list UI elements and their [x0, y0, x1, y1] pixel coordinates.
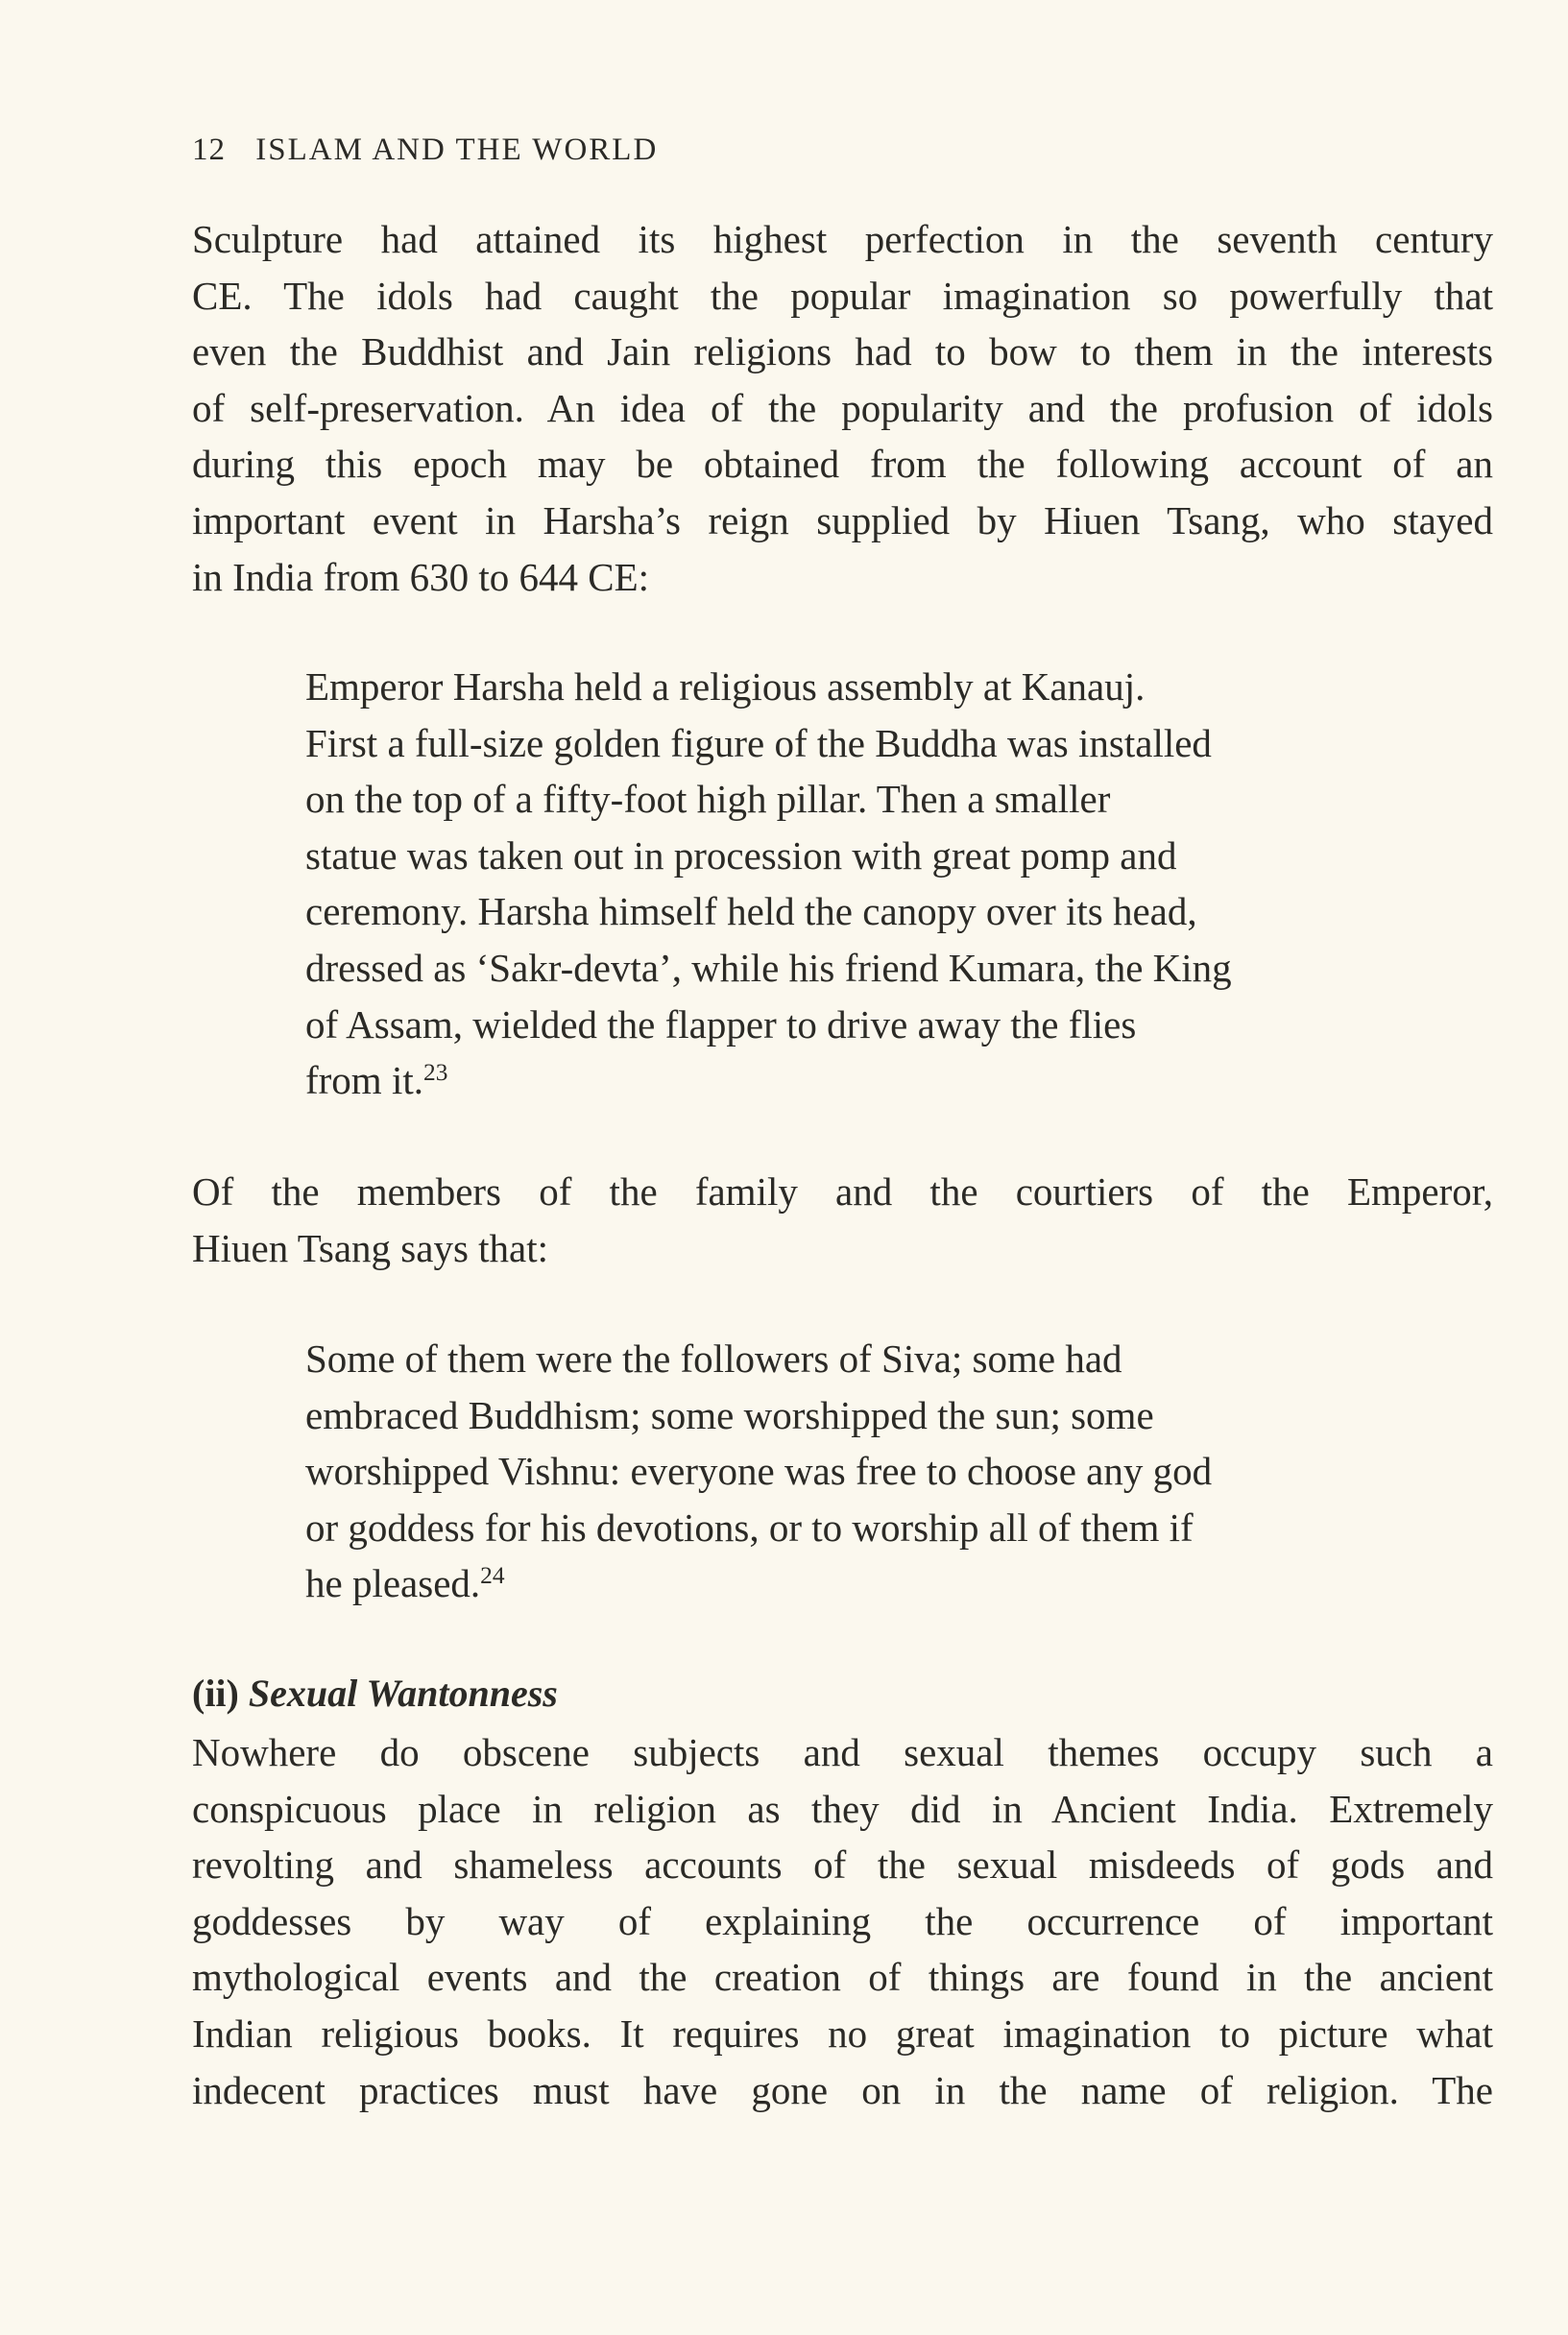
- quote-line-text: from it.: [305, 1058, 423, 1103]
- text-line: conspicuous place in religion as they did in Ancient India. Extremely: [192, 1786, 1493, 1831]
- quote-line-text: he pleased.: [305, 1561, 481, 1606]
- section-title: Sexual Wantonness: [248, 1672, 558, 1715]
- text-line: Sculpture had attained its highest perfection in the seventh century: [192, 217, 1493, 261]
- quote-line: on the top of a fifty-foot high pillar. Then a smaller: [305, 777, 1111, 822]
- text-line: Nowhere do obscene subjects and sexual themes occupy such a: [192, 1730, 1493, 1774]
- quote-line: or goddess for his devotions, or to worship all of them if: [305, 1505, 1194, 1550]
- text-line: Hiuen Tsang says that:: [192, 1225, 549, 1270]
- running-header: [192, 132, 658, 168]
- page-number: 12: [192, 132, 226, 167]
- text-line: even the Buddhist and Jain religions had to bow to them in the interests: [192, 329, 1493, 374]
- footnote-ref: 23: [422, 1059, 448, 1087]
- quote-line: of Assam, wielded the flapper to drive away the flies: [305, 1001, 1137, 1047]
- quote-line: [305, 1052, 1429, 1109]
- block-quote-harsha: [305, 659, 1429, 1109]
- paragraph-sexual-themes: [192, 1724, 1493, 2118]
- text-line: Of the members of the family and the courtiers of the Emperor,: [192, 1169, 1493, 1214]
- footnote-ref: 24: [480, 1562, 505, 1590]
- text-line: Indian religious books. It requires no great imagination to picture what: [192, 2010, 1493, 2056]
- section-number: (ii): [192, 1672, 239, 1715]
- text-line: important event in Harsha’s reign supplied by Hiuen Tsang, who stayed: [192, 497, 1493, 542]
- running-title: ISLAM AND THE WORLD: [255, 132, 659, 167]
- quote-line: worshipped Vishnu: everyone was free to choose any god: [305, 1449, 1213, 1494]
- section-heading: [192, 1671, 558, 1716]
- text-line: of self-preservation. An idea of the popularity and the profusion of idols: [192, 385, 1493, 430]
- text-line: indecent practices must have gone on in the name of religion. The: [192, 2067, 1493, 2112]
- quote-line: statue was taken out in procession with great pomp and: [305, 832, 1177, 878]
- quote-line: First a full-size golden figure of the Buddha was installed: [305, 720, 1212, 765]
- text-line: during this epoch may be obtained from the following account of an: [192, 442, 1493, 487]
- text-line: mythological events and the creation of things are found in the ancient: [192, 1955, 1493, 2000]
- block-quote-religions: [305, 1331, 1429, 1612]
- quote-line: embraced Buddhism; some worshipped the sun; some: [305, 1392, 1154, 1437]
- quote-line: [305, 1555, 1429, 1612]
- quote-line: ceremony. Harsha himself held the canopy over its head,: [305, 889, 1197, 934]
- text-line: CE. The idols had caught the popular imagination so powerfully that: [192, 273, 1493, 318]
- paragraph-courtiers: [192, 1164, 1493, 1276]
- text-line: in India from 630 to 644 CE:: [192, 554, 650, 599]
- quote-line: dressed as ‘Sakr-devta’, while his friend Kumara, the King: [305, 945, 1232, 990]
- paragraph-sculpture: [192, 211, 1493, 605]
- quote-line: Emperor Harsha held a religious assembly at Kanauj.: [305, 664, 1146, 709]
- quote-line: Some of them were the followers of Siva; some had: [305, 1336, 1122, 1381]
- text-line: revolting and shameless accounts of the sexual misdeeds of gods and: [192, 1842, 1493, 1888]
- text-line: goddesses by way of explaining the occurrence of important: [192, 1898, 1493, 1943]
